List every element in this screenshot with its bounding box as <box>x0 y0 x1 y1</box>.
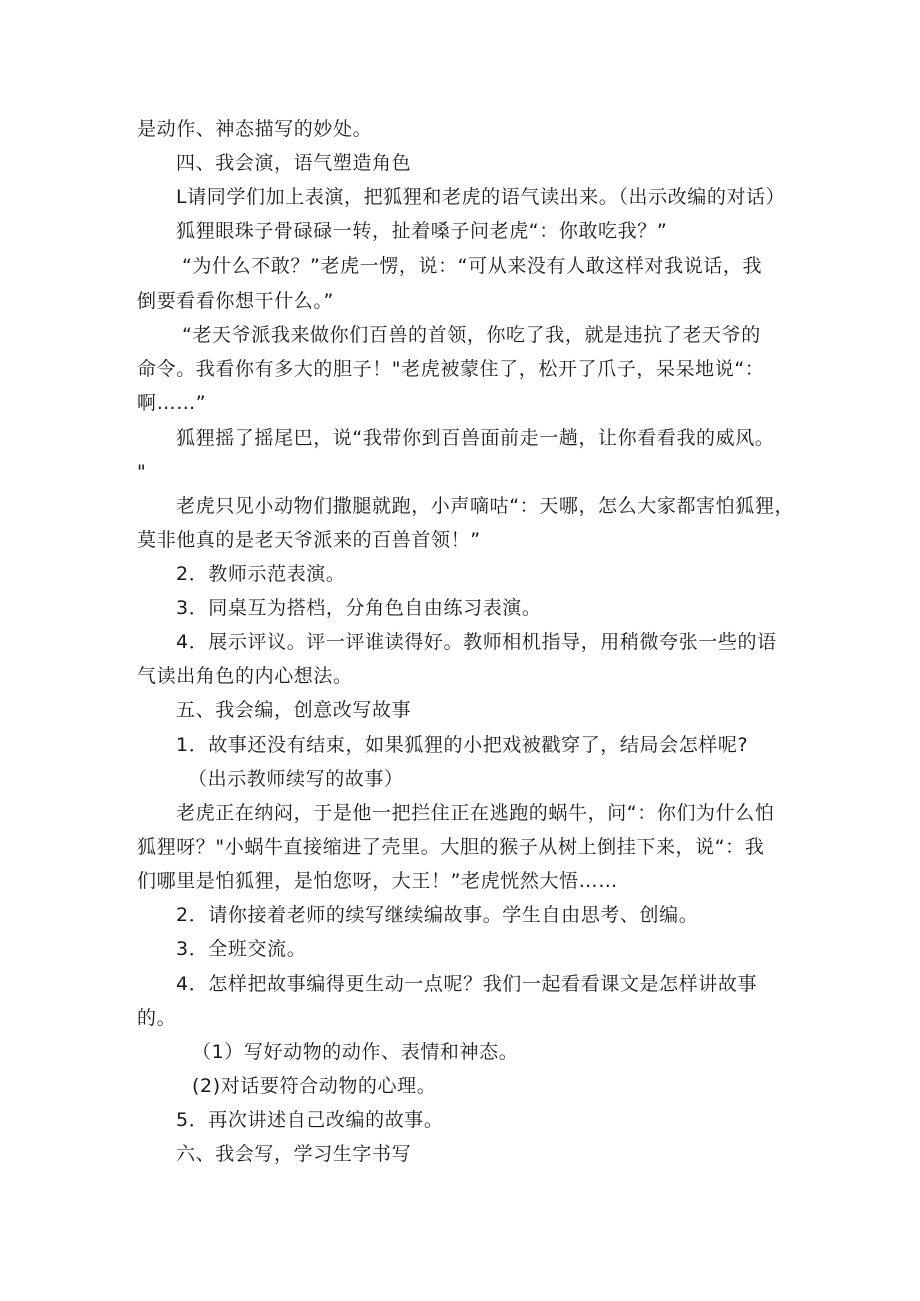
list-item: 4．展示评议。评一评谁读得好。教师相机指导，用稍微夸张一些的语 <box>176 631 777 653</box>
list-item: 4．怎样把故事编得更生动一点呢？我们一起看看课文是怎样讲故事 <box>176 973 758 995</box>
section-heading: 五、我会编，创意改写故事 <box>176 699 412 721</box>
text-line: （出示教师续写的故事） <box>188 768 404 790</box>
text-line: 狐狸摇了摇尾巴，说“我带你到百兽面前走一趟，让你看看我的威风。 <box>176 427 775 449</box>
text-line: 是动作、神态描写的妙处。 <box>137 118 373 140</box>
text-line: 老虎只见小动物们撒腿就跑，小声嘀咕“：天哪，怎么大家都害怕狐狸， <box>176 495 795 517</box>
section-heading: 六、我会写，学习生字书写 <box>176 1143 412 1165</box>
list-item: 2．请你接着老师的续写继续编故事。学生自由思考、创编。 <box>176 904 699 926</box>
text-line: “为什么不敢？”老虎一愣，说：“可从来没有人敢这样对我说话，我 <box>182 255 763 277</box>
list-item: (2)对话要符合动物的心理。 <box>192 1075 437 1097</box>
text-line: " <box>137 461 147 483</box>
list-item: 1．故事还没有结束，如果狐狸的小把戏被戳穿了，结局会怎样呢? <box>176 734 749 756</box>
list-item: 5．再次讲述自己改编的故事。 <box>176 1109 444 1131</box>
text-line: 命令。我看你有多大的胆子！"老虎被蒙住了，松开了爪子，呆呆地说“： <box>137 358 765 380</box>
text-line: 莫非他真的是老天爷派来的百兽首领！” <box>137 529 481 551</box>
text-line: 气读出角色的内心想法。 <box>137 665 353 687</box>
text-line: “老天爷派我来做你们百兽的首领，你吃了我，就是违抗了老天爷的 <box>182 324 761 346</box>
list-item: 3．全班交流。 <box>176 938 307 960</box>
text-line: 老虎正在纳闷，于是他一把拦住正在逃跑的蜗牛，问“：你们为什么怕 <box>176 802 775 824</box>
text-line: 狐狸呀？"小蜗牛直接缩进了壳里。大胆的猴子从树上倒挂下来，说“：我 <box>137 836 765 858</box>
list-item: 3．同桌互为搭档，分角色自由练习表演。 <box>176 597 542 619</box>
text-line: 啊……” <box>137 392 207 414</box>
text-line: L请同学们加上表演，把狐狸和老虎的语气读出来。（出示改编的对话） <box>176 186 786 208</box>
text-line: 狐狸眼珠子骨碌碌一转，扯着嗓子问老虎“：你敢吃我？” <box>176 220 668 242</box>
list-item: （1）写好动物的动作、表情和神态。 <box>192 1041 519 1063</box>
list-item: 2．教师示范表演。 <box>176 563 346 585</box>
text-line: 们哪里是怕狐狸，是怕您呀，大王！”老虎恍然大悟…… <box>137 870 618 892</box>
text-line: 倒要看看你想干什么。” <box>137 290 334 312</box>
text-line: 的。 <box>137 1007 177 1029</box>
section-heading: 四、我会演，语气塑造角色 <box>176 152 412 174</box>
